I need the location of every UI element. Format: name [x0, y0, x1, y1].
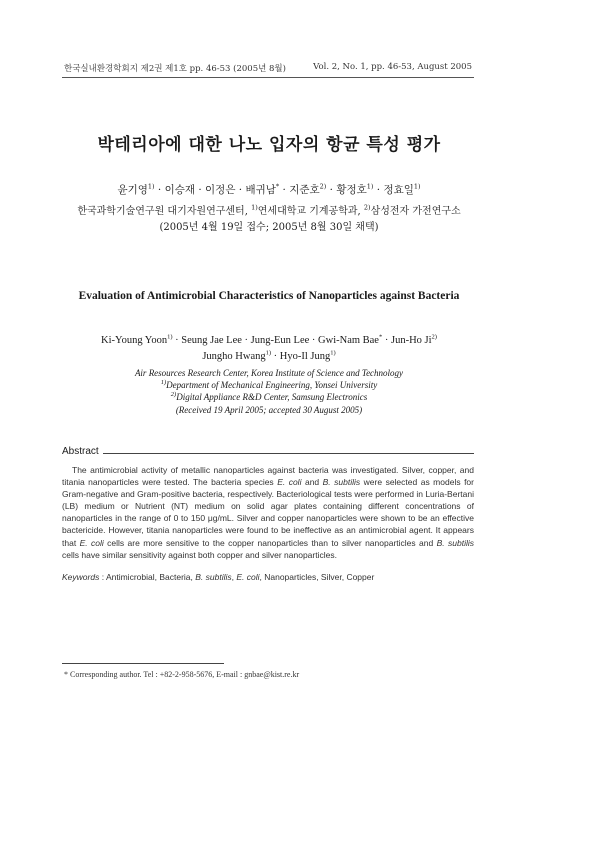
en-author-sup: 1): [330, 349, 336, 357]
en-author-sup: 2): [431, 333, 437, 341]
kr-author-sup: 1): [147, 182, 155, 191]
kr-affil-1: 한국과학기술연구원 대기자원연구센터,: [77, 206, 252, 217]
running-header-right: Vol. 2, No. 1, pp. 46-53, August 2005: [313, 62, 472, 72]
kr-author-name: 배귀남: [245, 184, 276, 196]
kr-author-name: 황정호: [336, 184, 367, 196]
author-separator: ·: [241, 335, 251, 346]
author-separator: ·: [195, 184, 206, 196]
author-separator: ·: [279, 184, 290, 196]
english-authors-line2: [0, 349, 538, 365]
korean-title: 박테리아에 대한 나노 입자의 항균 특성 평가: [97, 135, 441, 155]
keywords-text-2: , Nanoparticles, Silver, Copper: [259, 572, 375, 582]
kr-author-sup: *: [275, 182, 280, 191]
en-author-name: Jungho Hwang: [202, 351, 266, 362]
abstract-bsubtilis-2: B. subtilis: [436, 537, 475, 548]
author-separator: ·: [172, 335, 182, 346]
en-affil-2-line: [0, 379, 538, 391]
abstract-text-2: were selected as models for Gram-negative and Gram-positive bacteria, respectively. Bacteriological tests were performed in Luria-Bertani (LB) medium or Nutrient (NT) medium on solid agar plates containing different concentrations of nanoparticles in the range of 0 to 150 μg/mL. Silver and copper nanoparticles were shown to be an effective bactericide. However, titania nanoparticles were found to be ineffective as an antimicrobial agent. It appears that: [62, 477, 474, 548]
en-affil-3: Digital Appliance R&D Center, Samsung Electronics: [176, 392, 368, 403]
author-separator: ·: [373, 184, 384, 196]
en-author-sup: *: [378, 333, 383, 341]
author-separator: ·: [271, 351, 280, 362]
en-received: (Received 19 April 2005; accepted 30 August 2005): [175, 404, 363, 415]
abstract-rule: [62, 453, 474, 454]
english-affiliations: [0, 367, 538, 416]
keywords-bsubtilis: B. subtilis: [195, 572, 232, 582]
keywords-colon: :: [99, 572, 106, 582]
kr-author-sup: 2): [319, 182, 327, 191]
en-author-name: Gwi-Nam Bae: [318, 335, 379, 346]
kr-author-name: 이정은: [205, 184, 236, 196]
author-separator: ·: [154, 184, 165, 196]
author-separator: ·: [382, 335, 391, 346]
en-affil-3-line: [0, 391, 538, 403]
keywords-label: Keywords: [62, 572, 100, 582]
keywords-ecoli: E. coli: [236, 572, 260, 582]
keywords-text-1: Antimicrobial, Bacteria,: [105, 572, 196, 582]
abstract-heading: Abstract: [62, 446, 103, 457]
footnote-rule: [62, 663, 224, 664]
en-affil-1: Air Resources Research Center, Korea Institute of Science and Technology: [134, 368, 404, 378]
english-authors-line1: [0, 333, 538, 349]
en-affil-3-sup: 2): [170, 391, 177, 399]
abstract-ecoli: E. coli: [277, 477, 302, 488]
abstract-bsubtilis: B. subtilis: [322, 477, 361, 488]
en-author-name: Jun-Ho Ji: [390, 335, 432, 346]
kr-affil-2-sup: 1): [251, 203, 258, 212]
en-author-sup: 1): [265, 349, 272, 357]
kr-affil-3-sup: 2): [363, 203, 371, 212]
header-rule: [62, 77, 474, 78]
author-separator: ·: [309, 335, 319, 346]
abstract-body: [62, 464, 474, 561]
english-title: Evaluation of Antimicrobial Characteristics of Nanoparticles against Bacteria: [78, 290, 460, 302]
running-header-left: 한국실내환경학회지 제2권 제1호 pp. 46-53 (2005년 8월): [64, 64, 286, 74]
en-author-name: Seung Jae Lee: [181, 335, 242, 346]
korean-dates: (2005년 4월 19일 접수; 2005년 8월 30일 채택): [159, 222, 379, 233]
author-separator: ·: [235, 184, 246, 196]
en-affil-2: Department of Mechanical Engineering, Yonsei University: [166, 380, 378, 391]
korean-affiliations: [0, 202, 538, 217]
en-author-name: Hyo-Il Jung: [279, 351, 331, 362]
abstract-text-3: cells are more sensitive to the copper nanoparticles than to silver nanoparticles and: [103, 537, 437, 548]
kr-affil-3: 삼성전자 가전연구소: [370, 206, 461, 217]
kr-author-name: 윤기영: [117, 184, 148, 196]
english-authors: [0, 333, 538, 365]
kr-author-name: 지준호: [289, 184, 320, 196]
author-separator: ·: [326, 184, 337, 196]
abstract-text-and: and: [301, 477, 323, 488]
kr-author-sup: 1): [413, 182, 421, 191]
en-author-name: Jung-Eun Lee: [250, 335, 310, 346]
kr-affil-2: 연세대학교 기계공학과,: [257, 206, 364, 217]
en-affil-2-sup: 1): [160, 379, 167, 387]
kr-author-name: 정효일: [383, 184, 414, 196]
abstract-text-1: The antimicrobial activity of metallic nanoparticles against bacteria was investigated. Silver, copper, and titania nanoparticles were tested. The bacteria species: [62, 465, 474, 488]
kr-author-sup: 1): [366, 182, 374, 191]
korean-authors: [0, 182, 538, 197]
kr-author-name: 이승재: [164, 184, 196, 196]
keywords: [62, 572, 482, 582]
abstract-ecoli-2: E. coli: [79, 537, 104, 548]
en-author-sup: 1): [167, 333, 173, 341]
abstract-text-4: cells have similar sensitivity against both copper and silver nanoparticles.: [62, 549, 337, 560]
corresponding-author-footnote: * Corresponding author. Tel : +82-2-958-5676, E-mail : gnbae@kist.re.kr: [64, 670, 300, 679]
keywords-text-comma: ,: [231, 572, 237, 582]
en-author-name: Ki-Young Yoon: [101, 335, 168, 346]
